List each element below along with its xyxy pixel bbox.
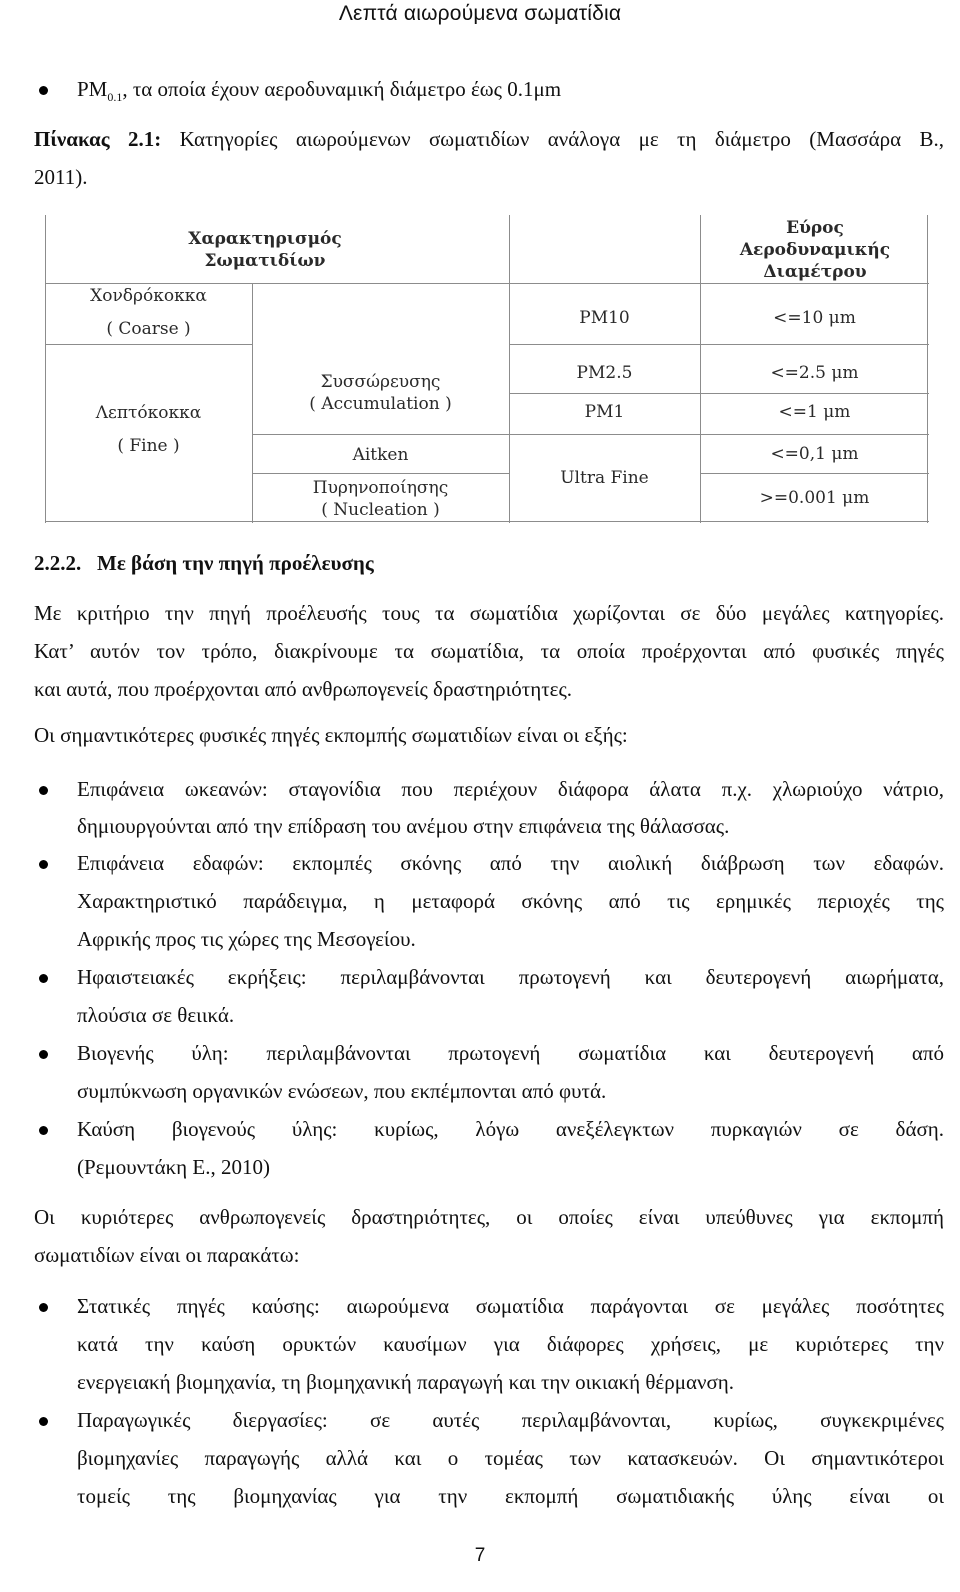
table-caption-text: Κατηγορίες αιωρούμενων σωματιδίων ανάλογα με τη διάμετρο (Μασσάρα Β., — [179, 127, 944, 151]
natural-source-line: Ηφαιστειακές εκρήξεις: περιλαμβάνονται πρωτογενή και δευτερογενή αιωρήματα, — [77, 965, 944, 989]
cell-range-0-001: >=0.001 μm — [759, 488, 870, 508]
natural-source-line: (Ρεμουντάκη Ε., 2010) — [77, 1155, 270, 1179]
natural-source-line: Επιφάνεια εδαφών: εκπομπές σκόνης από την αιολική διάβρωση των εδαφών. — [77, 851, 944, 875]
cell-coarse — [45, 285, 252, 340]
anthropogenic-source-line: τομείς της βιομηχανίας για την εκπομπή σωματιδιακής ύλης είναι οι — [77, 1484, 944, 1508]
table-rule — [509, 344, 929, 345]
bullet-icon — [39, 1417, 48, 1426]
table-caption-line1 — [34, 127, 944, 152]
cell-range-pm10: <=10 μm — [773, 308, 856, 328]
bullet-icon — [39, 786, 48, 795]
pm01-bullet-text — [77, 77, 944, 105]
bullet-icon — [39, 86, 48, 95]
section-number: 2.2.2. — [34, 551, 82, 575]
table-header-line: Αεροδυναμικής — [739, 240, 891, 260]
table-header-range — [700, 217, 930, 283]
cell-pm1: PM1 — [584, 402, 625, 422]
table-caption-line2: 2011). — [34, 165, 88, 189]
table-rule — [45, 215, 46, 523]
paragraph-3-line: Οι κυριότερες ανθρωπογενείς δραστηριότητες, οι οποίες είναι υπεύθυνες για εκπομπή — [34, 1205, 944, 1229]
cell-text: ( Coarse ) — [106, 319, 191, 339]
natural-source-line: δημιουργούνται από την επίδραση του ανέμου στην επιφάνεια της θάλασσας. — [77, 814, 730, 838]
natural-source-line: Βιογενής ύλη: περιλαμβάνονται πρωτογενή σωματίδια και δευτερογενή από — [77, 1041, 944, 1065]
paragraph-3-line: σωματιδίων είναι οι παρακάτω: — [34, 1243, 300, 1267]
table-header-line: Χαρακτηρισμός — [188, 229, 342, 249]
running-header: Λεπτά αιωρούμενα σωματίδια — [338, 2, 622, 25]
cell-aitken: Aitken — [352, 445, 409, 465]
table-rule — [252, 473, 509, 474]
cell-pm10: PM10 — [579, 308, 630, 328]
cell-range-pm1: <=1 μm — [778, 402, 851, 422]
cell-range-0-1: <=0,1 μm — [770, 444, 859, 464]
cell-range-pm25: <=2.5 μm — [770, 363, 859, 383]
cell-pm25: PM2.5 — [576, 363, 633, 383]
cell-text: Λεπτόκοκκα — [95, 403, 202, 423]
anthropogenic-source-line: κατά την καύση ορυκτών καυσίμων για διάφορες χρήσεις, με κυριότερες την — [77, 1332, 944, 1356]
cell-ultrafine: Ultra Fine — [560, 468, 649, 488]
natural-source-line: Αφρικής προς τις χώρες της Μεσογείου. — [77, 927, 416, 951]
section-title: Με βάση την πηγή προέλευσης — [97, 551, 374, 575]
bullet-icon — [39, 1050, 48, 1059]
paragraph-2: Οι σημαντικότερες φυσικές πηγές εκπομπής σωματιδίων είναι οι εξής: — [34, 723, 628, 747]
bullet-icon — [39, 860, 48, 869]
cell-text: Συσσώρευσης — [320, 372, 441, 392]
table-caption-label: Πίνακας 2.1: — [34, 127, 162, 151]
paragraph-1-line: Κατ’ αυτόν τον τρόπο, διακρίνουμε τα σωματίδια, τα οποία προέρχονται από φυσικές πηγές — [34, 639, 944, 663]
bullet-icon — [39, 1303, 48, 1312]
table-header-line: Εύρος — [786, 218, 844, 238]
natural-source-line: πλούσια σε θειικά. — [77, 1003, 235, 1027]
table-rule — [509, 393, 929, 394]
cell-fine — [45, 402, 252, 457]
natural-source-line: Επιφάνεια ωκεανών: σταγονίδια που περιέχουν διάφορα άλατα π.χ. χλωριούχο νάτριο, — [77, 777, 944, 801]
cell-text: ( Fine ) — [117, 436, 180, 456]
anthropogenic-source-line: Παραγωγικές διεργασίες: σε αυτές περιλαμβάνονται, κυρίως, συγκεκριμένες — [77, 1408, 944, 1432]
anthropogenic-source-line: Στατικές πηγές καύσης: αιωρούμενα σωματίδια παράγονται σε μεγάλες ποσότητες — [77, 1294, 944, 1318]
table-rule — [700, 473, 929, 474]
table-header-line: Διαμέτρου — [763, 262, 867, 282]
anthropogenic-source-line: βιομηχανίες παραγωγής αλλά και ο τομέας των κατασκευών. Οι σημαντικότεροι — [77, 1446, 944, 1470]
page-number: 7 — [474, 1545, 486, 1566]
cell-text: ( Nucleation ) — [321, 500, 440, 520]
cell-text: Πυρηνοποίησης — [312, 478, 449, 498]
natural-source-line: συμπύκνωση οργανικών ενώσεων, που εκπέμπονται από φυτά. — [77, 1079, 607, 1103]
table-header-line: Σωματιδίων — [204, 251, 326, 271]
cell-text: Χονδρόκοκκα — [90, 286, 207, 306]
pm-subscript: 0.1 — [107, 90, 123, 105]
cell-accumulation — [252, 371, 509, 415]
table-rule — [509, 434, 929, 435]
particle-classification-table — [45, 215, 929, 523]
pm-prefix: PM — [77, 77, 108, 101]
paragraph-1-line: και αυτά, που προέρχονται από ανθρωπογενείς δραστηριότητες. — [34, 677, 573, 701]
table-rule — [45, 521, 929, 522]
cell-nucleation — [252, 477, 509, 521]
bullet-icon — [39, 1126, 48, 1135]
table-header-characterization — [105, 228, 425, 272]
pm-description: , τα οποία έχουν αεροδυναμική διάμετρο έως 0.1μm — [122, 77, 562, 101]
natural-source-line: Καύση βιογενούς ύλης: κυρίως, λόγω ανεξέλεγκτων πυρκαγιών σε δάση. — [77, 1117, 944, 1141]
anthropogenic-source-line: ενεργειακή βιομηχανία, τη βιομηχανική παραγωγή και την οικιακή θέρμανση. — [77, 1370, 734, 1394]
section-heading — [34, 551, 374, 576]
paragraph-1-line: Με κριτήριο την πηγή προέλευσής τους τα σωματίδια χωρίζονται σε δύο μεγάλες κατηγορίες. — [34, 601, 944, 625]
bullet-icon — [39, 974, 48, 983]
table-rule — [45, 344, 252, 345]
table-rule — [252, 434, 509, 435]
natural-source-line: Χαρακτηριστικό παράδειγμα, η μεταφορά σκόνης από τις ερημικές περιοχές της — [77, 889, 944, 913]
cell-text: ( Accumulation ) — [309, 394, 452, 414]
